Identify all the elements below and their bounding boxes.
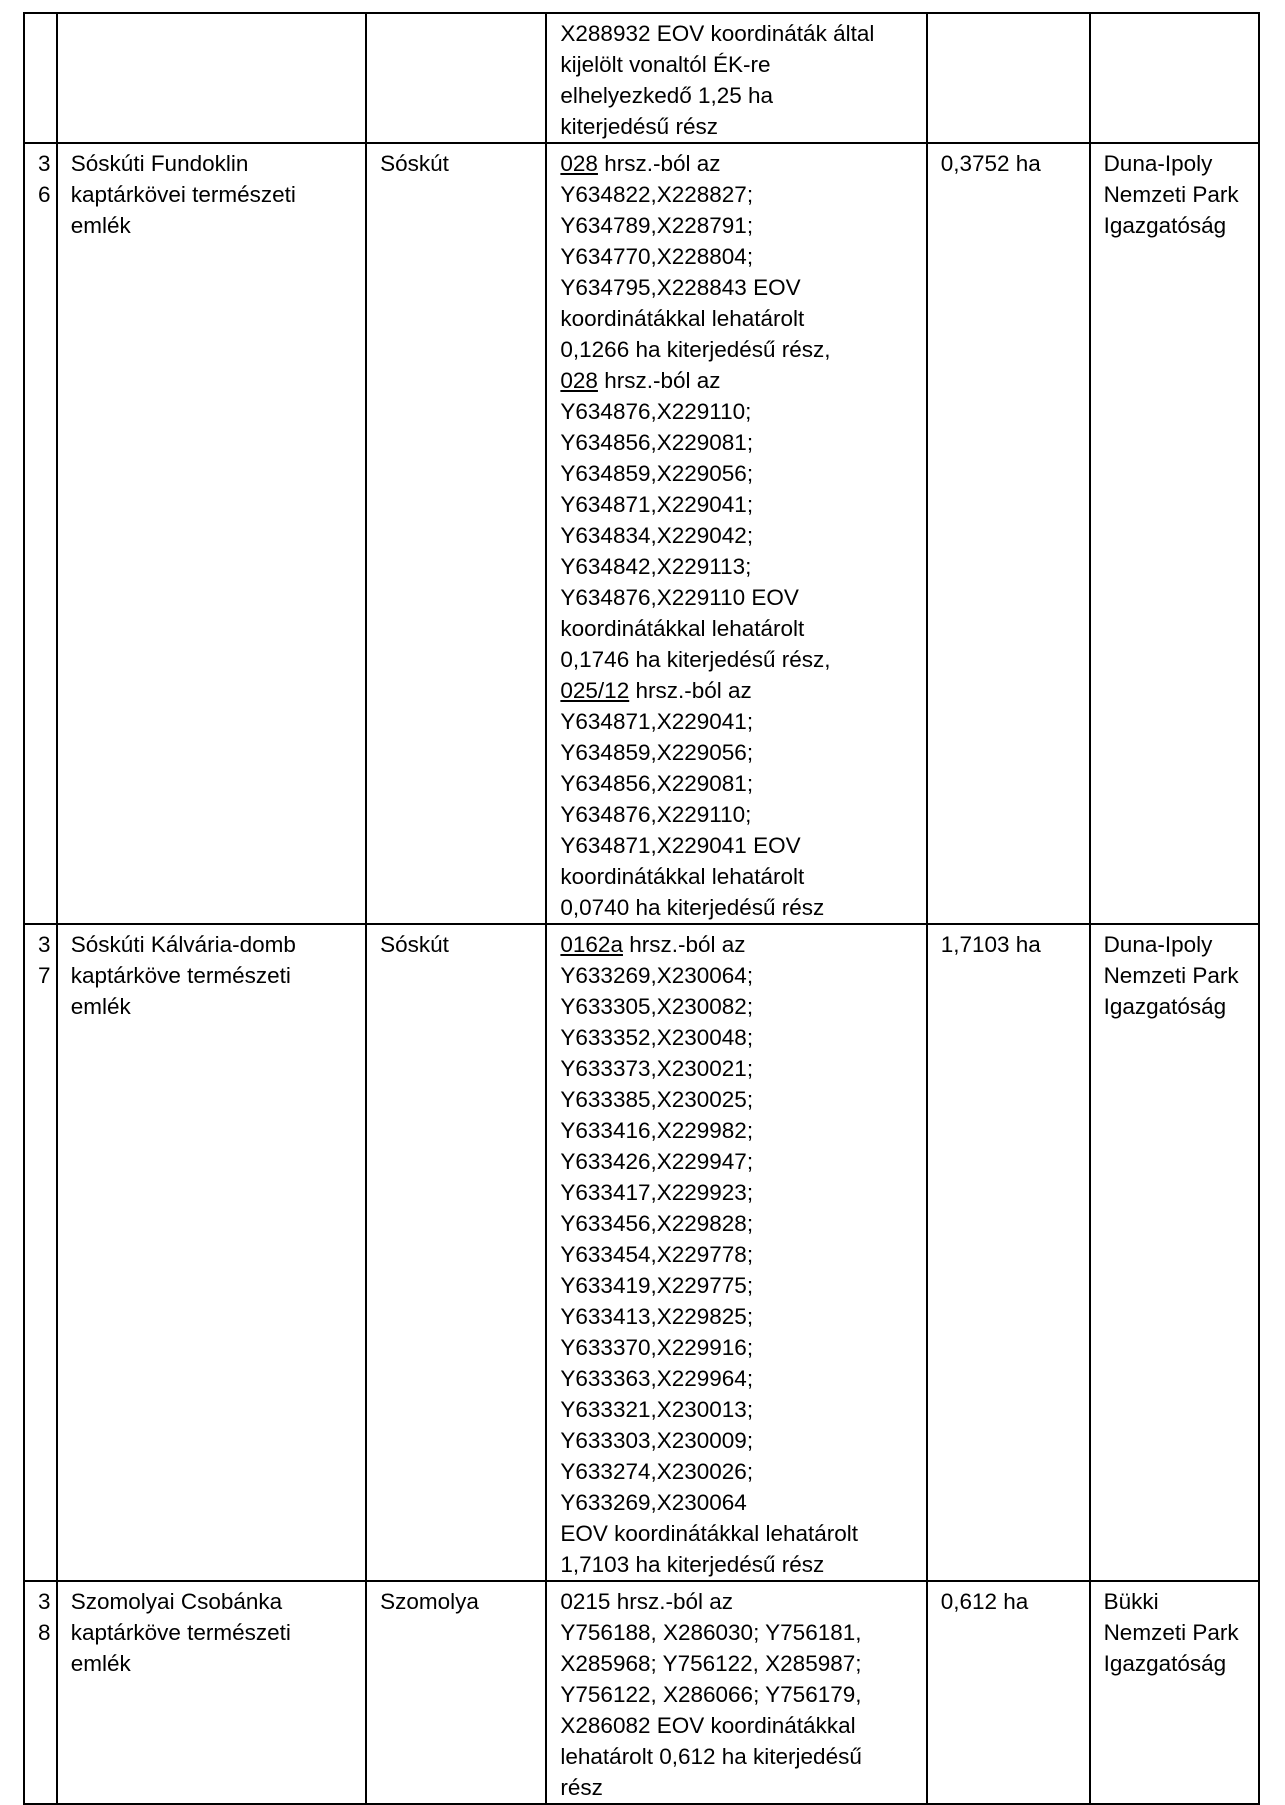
location-line: Y633373,X230021;: [560, 1056, 754, 1081]
location-line: 0162a hrsz.-ból az: [560, 932, 746, 957]
location-line: EOV koordinátákkal lehatárolt: [560, 1521, 859, 1546]
managing-authority-cell: Duna-Ipoly Nemzeti Park Igazgatóság: [1090, 143, 1259, 924]
location-line: Y633426,X229947;: [560, 1149, 754, 1174]
location-line: lehatárolt 0,612 ha kiterjedésű: [560, 1744, 862, 1769]
location-line: Y634871,X229041;: [560, 709, 754, 734]
location-line: 028 hrsz.-ból az: [560, 368, 721, 393]
site-name-cell: Sóskúti Kálvária-domb kaptárköve természeti emlék: [57, 924, 366, 1581]
location-line: 0215 hrsz.-ból az: [560, 1589, 733, 1614]
area-cell: [927, 13, 1090, 143]
location-line: X288932 EOV koordináták által: [560, 21, 875, 46]
location-line: Y633385,X230025;: [560, 1087, 754, 1112]
location-line: Y634859,X229056;: [560, 461, 754, 486]
location-line: Y633305,X230082;: [560, 994, 754, 1019]
row-number-cell: 38: [24, 1581, 57, 1804]
location-line: Y633417,X229923;: [560, 1180, 754, 1205]
location-line: 0,1266 ha kiterjedésű rész,: [560, 337, 831, 362]
location-line: Y634856,X229081;: [560, 430, 754, 455]
location-cell: [546, 924, 926, 1581]
location-line: Y633352,X230048;: [560, 1025, 754, 1050]
location-line: Y633321,X230013;: [560, 1397, 754, 1422]
location-line: rész: [560, 1775, 603, 1800]
location-line: koordinátákkal lehatárolt: [560, 864, 805, 889]
location-line: Y633303,X230009;: [560, 1428, 754, 1453]
location-line: kijelölt vonaltól ÉK-re: [560, 52, 771, 77]
location-line: Y634770,X228804;: [560, 244, 754, 269]
settlement-cell: Szomolya: [366, 1581, 546, 1804]
parcel-number: 028: [560, 368, 598, 393]
site-name-cell: [57, 13, 366, 143]
settlement-cell: Sóskút: [366, 143, 546, 924]
managing-authority-cell: Duna-Ipoly Nemzeti Park Igazgatóság: [1090, 924, 1259, 1581]
managing-authority-cell: Bükki Nemzeti Park Igazgatóság: [1090, 1581, 1259, 1804]
location-line: Y634789,X228791;: [560, 213, 754, 238]
site-name-cell: Szomolyai Csobánka kaptárköve természeti emlék: [57, 1581, 366, 1804]
location-line: Y634795,X228843 EOV: [560, 275, 801, 300]
location-line: koordinátákkal lehatárolt: [560, 306, 805, 331]
row-number-cell: 36: [24, 143, 57, 924]
location-line: Y633456,X229828;: [560, 1211, 754, 1236]
location-line: X285968; Y756122, X285987;: [560, 1651, 862, 1676]
location-line: 025/12 hrsz.-ból az: [560, 678, 752, 703]
settlement-cell: [366, 13, 546, 143]
location-line: Y633454,X229778;: [560, 1242, 754, 1267]
location-line: kiterjedésű rész: [560, 114, 718, 139]
location-line: Y634856,X229081;: [560, 771, 754, 796]
location-line: Y633269,X230064: [560, 1490, 747, 1515]
location-line: Y634876,X229110 EOV: [560, 585, 799, 610]
parcel-number: 0162a: [560, 932, 623, 957]
location-line: Y633269,X230064;: [560, 963, 754, 988]
table-row: [24, 13, 1259, 143]
location-line: Y634876,X229110;: [560, 399, 752, 424]
location-line: Y634842,X229113;: [560, 554, 752, 579]
area-cell: 1,7103 ha: [927, 924, 1090, 1581]
location-line: X286082 EOV koordinátákkal: [560, 1713, 856, 1738]
managing-authority-cell: [1090, 13, 1259, 143]
location-line: 028 hrsz.-ból az: [560, 151, 721, 176]
location-line: Y634834,X229042;: [560, 523, 754, 548]
location-line: Y634876,X229110;: [560, 802, 752, 827]
location-line: Y756122, X286066; Y756179,: [560, 1682, 862, 1707]
location-line: 1,7103 ha kiterjedésű rész: [560, 1552, 825, 1577]
table-body: [24, 13, 1259, 1804]
location-cell: [546, 143, 926, 924]
parcel-number: 025/12: [560, 678, 630, 703]
location-line: Y633419,X229775;: [560, 1273, 754, 1298]
protected-areas-table: [23, 12, 1260, 1805]
site-name-cell: Sóskúti Fundoklin kaptárkövei természeti emlék: [57, 143, 366, 924]
location-line: Y756188, X286030; Y756181,: [560, 1620, 862, 1645]
location-cell: [546, 1581, 926, 1804]
location-line: Y633413,X229825;: [560, 1304, 754, 1329]
location-line: elhelyezkedő 1,25 ha: [560, 83, 774, 108]
location-line: Y633416,X229982;: [560, 1118, 754, 1143]
row-number-cell: 37: [24, 924, 57, 1581]
location-line: 0,0740 ha kiterjedésű rész: [560, 895, 825, 920]
location-line: Y633370,X229916;: [560, 1335, 754, 1360]
location-line: Y634871,X229041;: [560, 492, 754, 517]
table-row: [24, 143, 1259, 924]
table-row: [24, 1581, 1259, 1804]
location-line: Y634871,X229041 EOV: [560, 833, 801, 858]
location-line: 0,1746 ha kiterjedésű rész,: [560, 647, 831, 672]
area-cell: 0,612 ha: [927, 1581, 1090, 1804]
table-row: [24, 924, 1259, 1581]
settlement-cell: Sóskút: [366, 924, 546, 1581]
location-line: koordinátákkal lehatárolt: [560, 616, 805, 641]
location-line: Y633363,X229964;: [560, 1366, 754, 1391]
location-cell: [546, 13, 926, 143]
location-line: Y634859,X229056;: [560, 740, 754, 765]
location-line: Y633274,X230026;: [560, 1459, 754, 1484]
location-line: Y634822,X228827;: [560, 182, 754, 207]
parcel-number: 028: [560, 151, 598, 176]
area-cell: 0,3752 ha: [927, 143, 1090, 924]
row-number-cell: [24, 13, 57, 143]
